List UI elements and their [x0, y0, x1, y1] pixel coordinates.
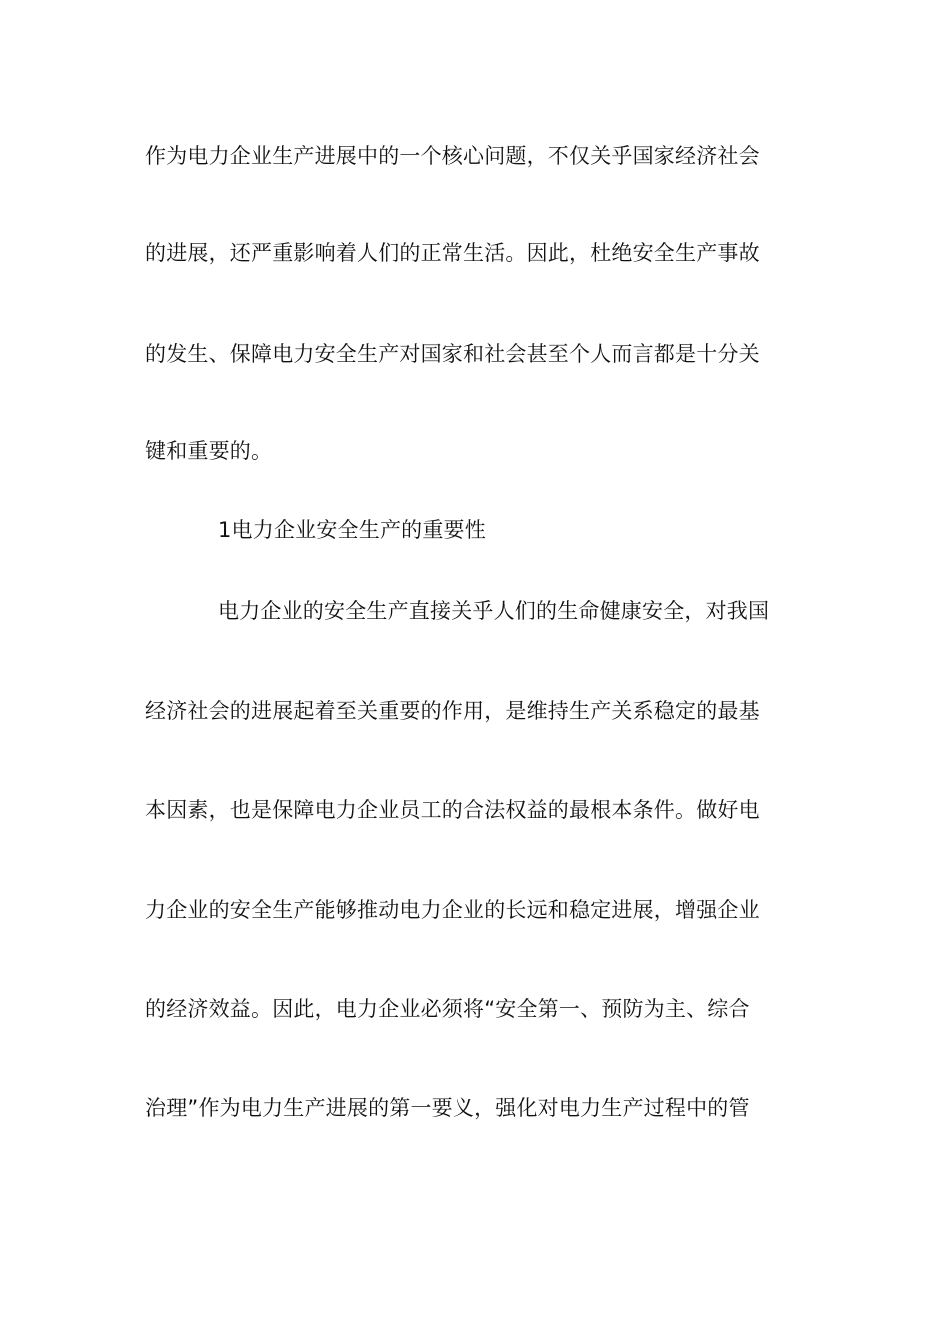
paragraph-1-line-2: 的进展，还严重影响着人们的正常生活。因此，杜绝安全生产事故 — [145, 241, 760, 265]
paragraph-2-line-1: 电力企业的安全生产直接关乎人们的生命健康安全，对我国 — [218, 599, 770, 623]
paragraph-1-line-1: 作为电力企业生产进展中的一个核心问题，不仅关乎国家经济社会 — [145, 144, 760, 168]
paragraph-1-line-3: 的发生、保障电力安全生产对国家和社会甚至个人而言都是十分关 — [145, 342, 760, 366]
paragraph-2-line-5: 的经济效益。因此，电力企业必须将“安全第一、预防为主、综合 — [145, 997, 750, 1021]
paragraph-1-line-4: 键和重要的。 — [145, 439, 273, 463]
paragraph-2-line-6: 治理”作为电力生产进展的第一要义，强化对电力生产过程中的管 — [145, 1096, 750, 1120]
section-heading: 1电力企业安全生产的重要性 — [218, 518, 486, 542]
paragraph-2-line-2: 经济社会的进展起着至关重要的作用，是维持生产关系稳定的最基 — [145, 699, 760, 723]
paragraph-2-line-3: 本因素，也是保障电力企业员工的合法权益的最根本条件。做好电 — [145, 798, 760, 822]
paragraph-2-line-4: 力企业的安全生产能够推动电力企业的长远和稳定进展，增强企业 — [145, 898, 760, 922]
